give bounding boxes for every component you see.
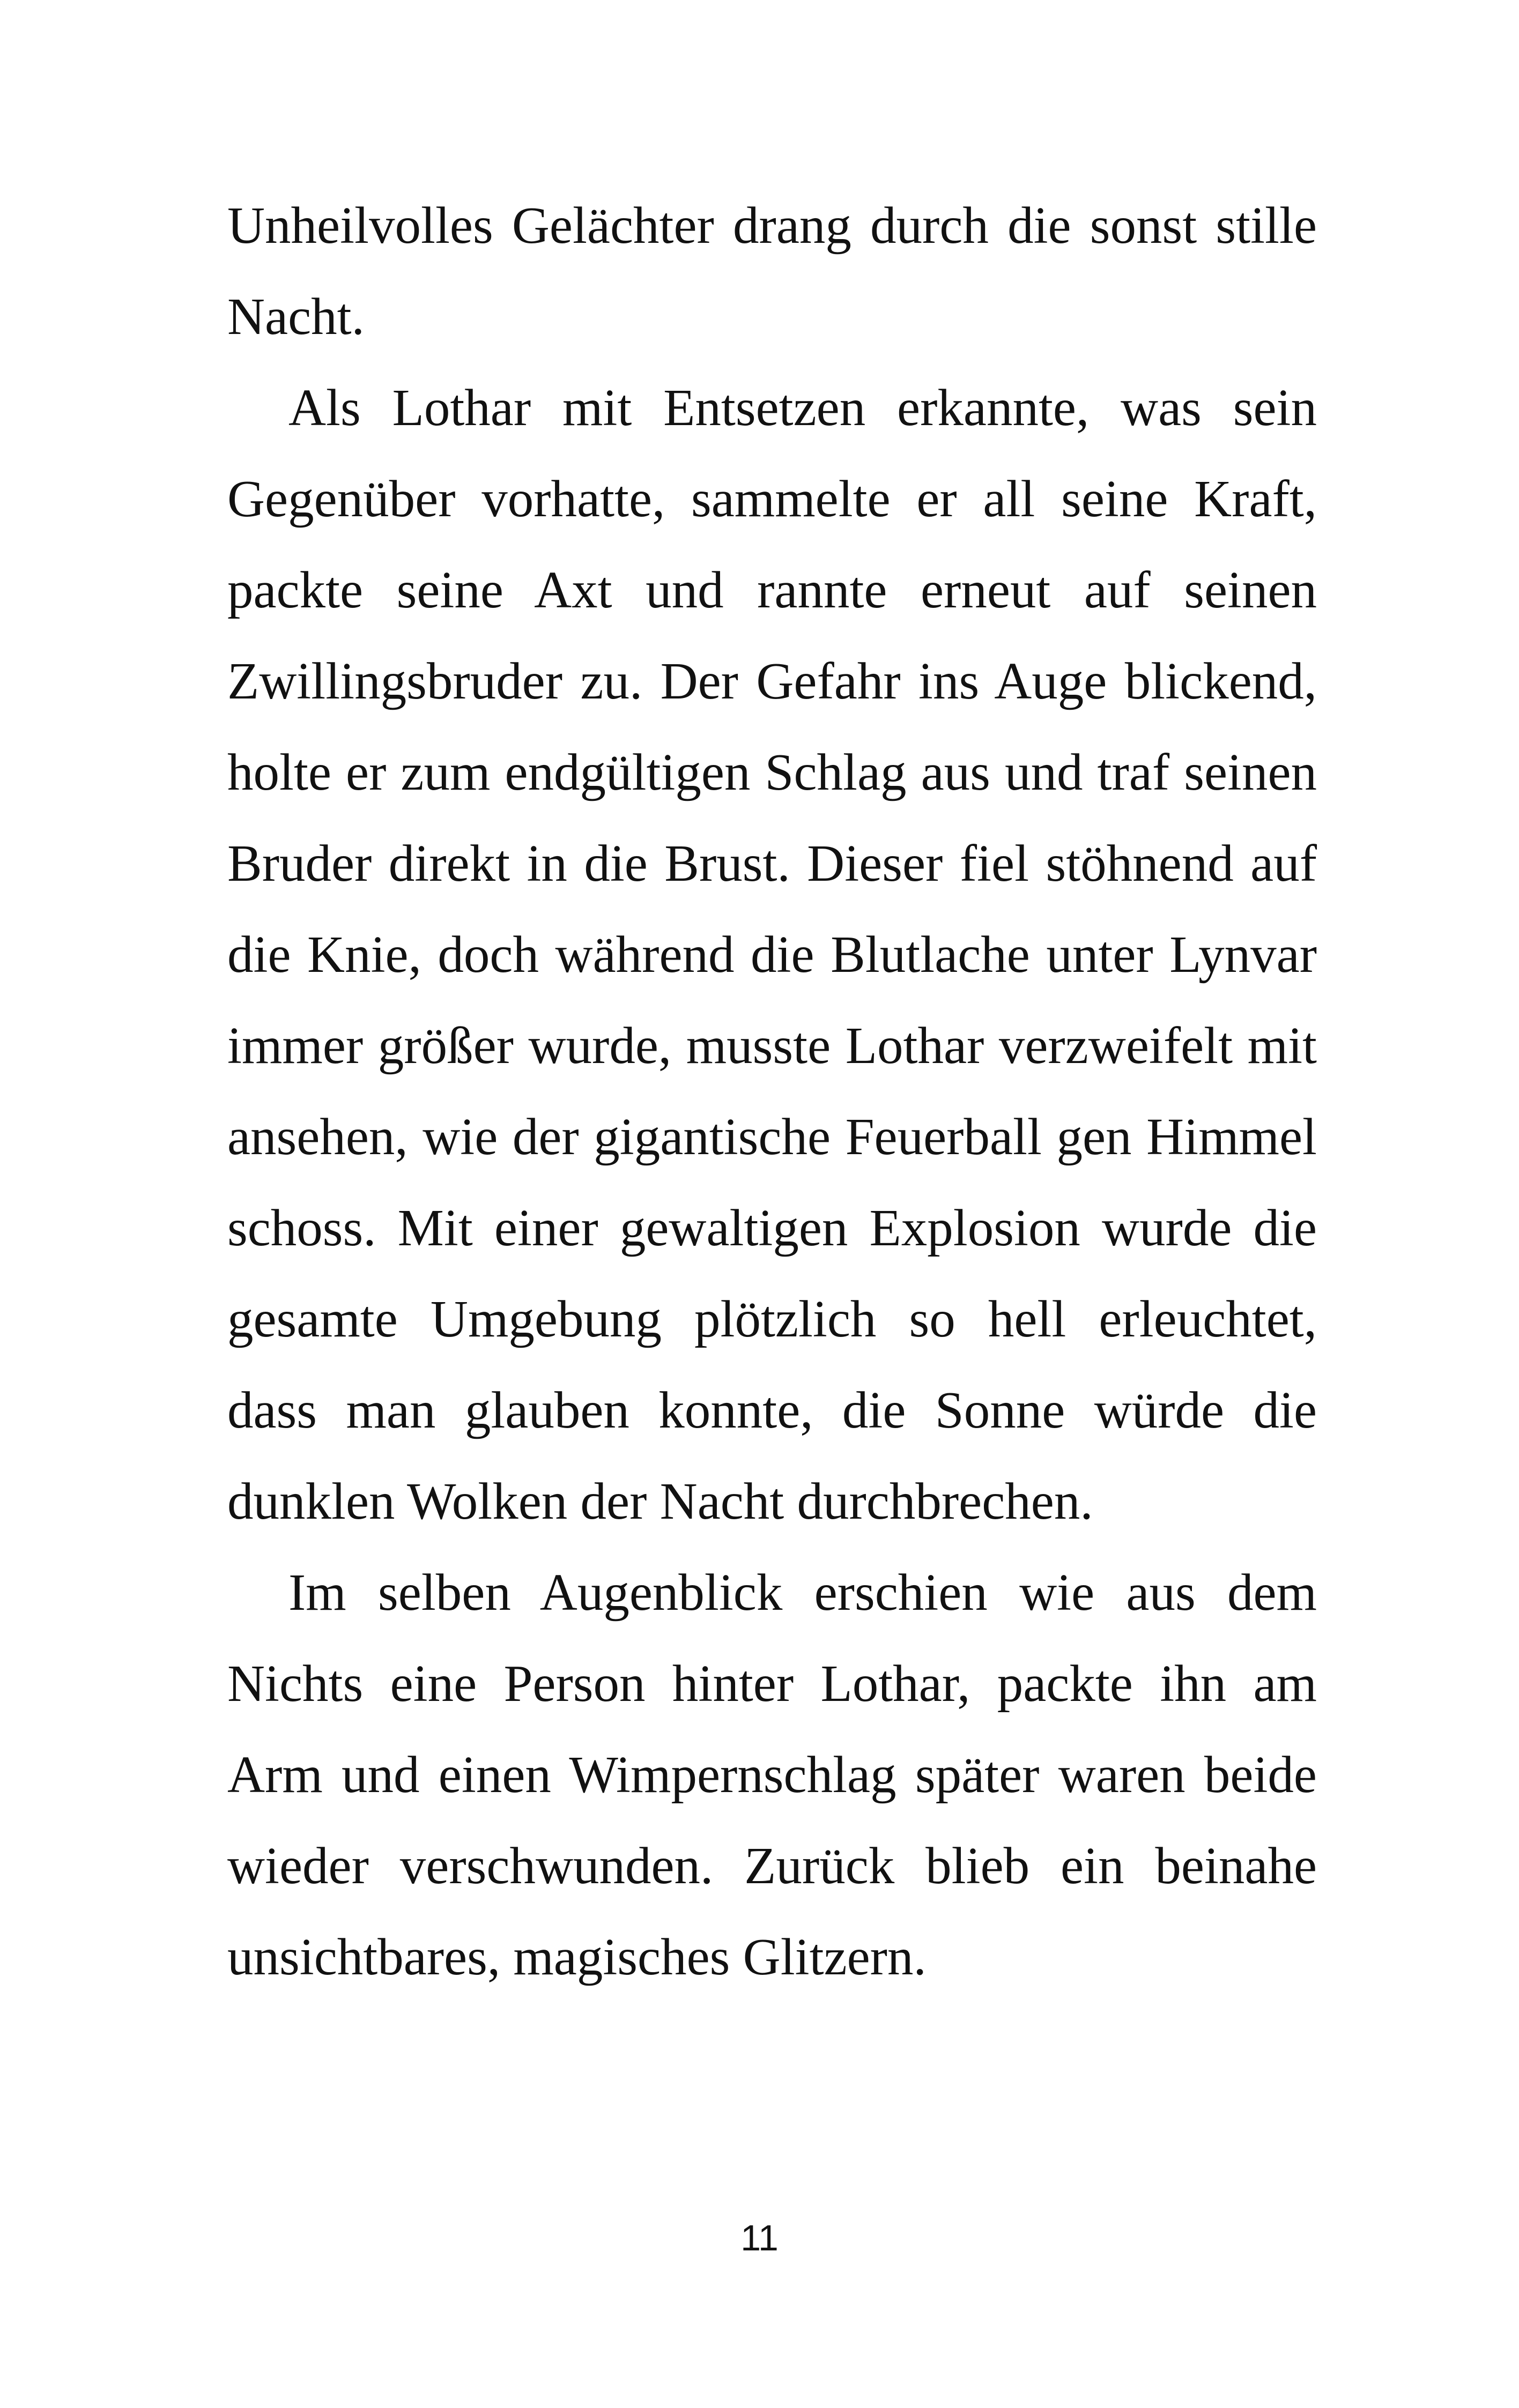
body-text [227,180,1317,2003]
paragraph-2: Als Lothar mit Entsetzen erkannte, was sein Gegenüber vorhatte, sammelte er all seine Kraft, packte seine Axt und rannte erneut auf seinen Zwillingsbruder zu. Der Gefahr ins Auge blickend, holte er zum endgültigen Schlag aus und traf seinen Bruder direkt in die Brust. Dieser fiel stöhnend auf die Knie, doch während die Blutlache unter Lynvar immer größer wurde, musste Lothar verzweifelt mit ansehen, wie der gigantische Feuerball gen Himmel schoss. Mit einer gewaltigen Explosion wurde die gesamte Umgebung plötzlich so hell erleuchtet, dass man glauben konnte, die Sonne würde die dunklen Wolken der Nacht durchbrechen. [227,379,1317,1530]
paragraph-3: Im selben Augenblick erschien wie aus dem Nichts eine Person hinter Lothar, packte ihn am Arm und einen Wimpernschlag später waren beide wieder verschwunden. Zurück blieb ein beinahe unsichtbares, magisches Glitzern. [227,1564,1317,1986]
page-number: 11 [740,2218,779,2258]
paragraph-1: Unheilvolles Gelächter drang durch die sonst stille Nacht. [227,197,1317,345]
